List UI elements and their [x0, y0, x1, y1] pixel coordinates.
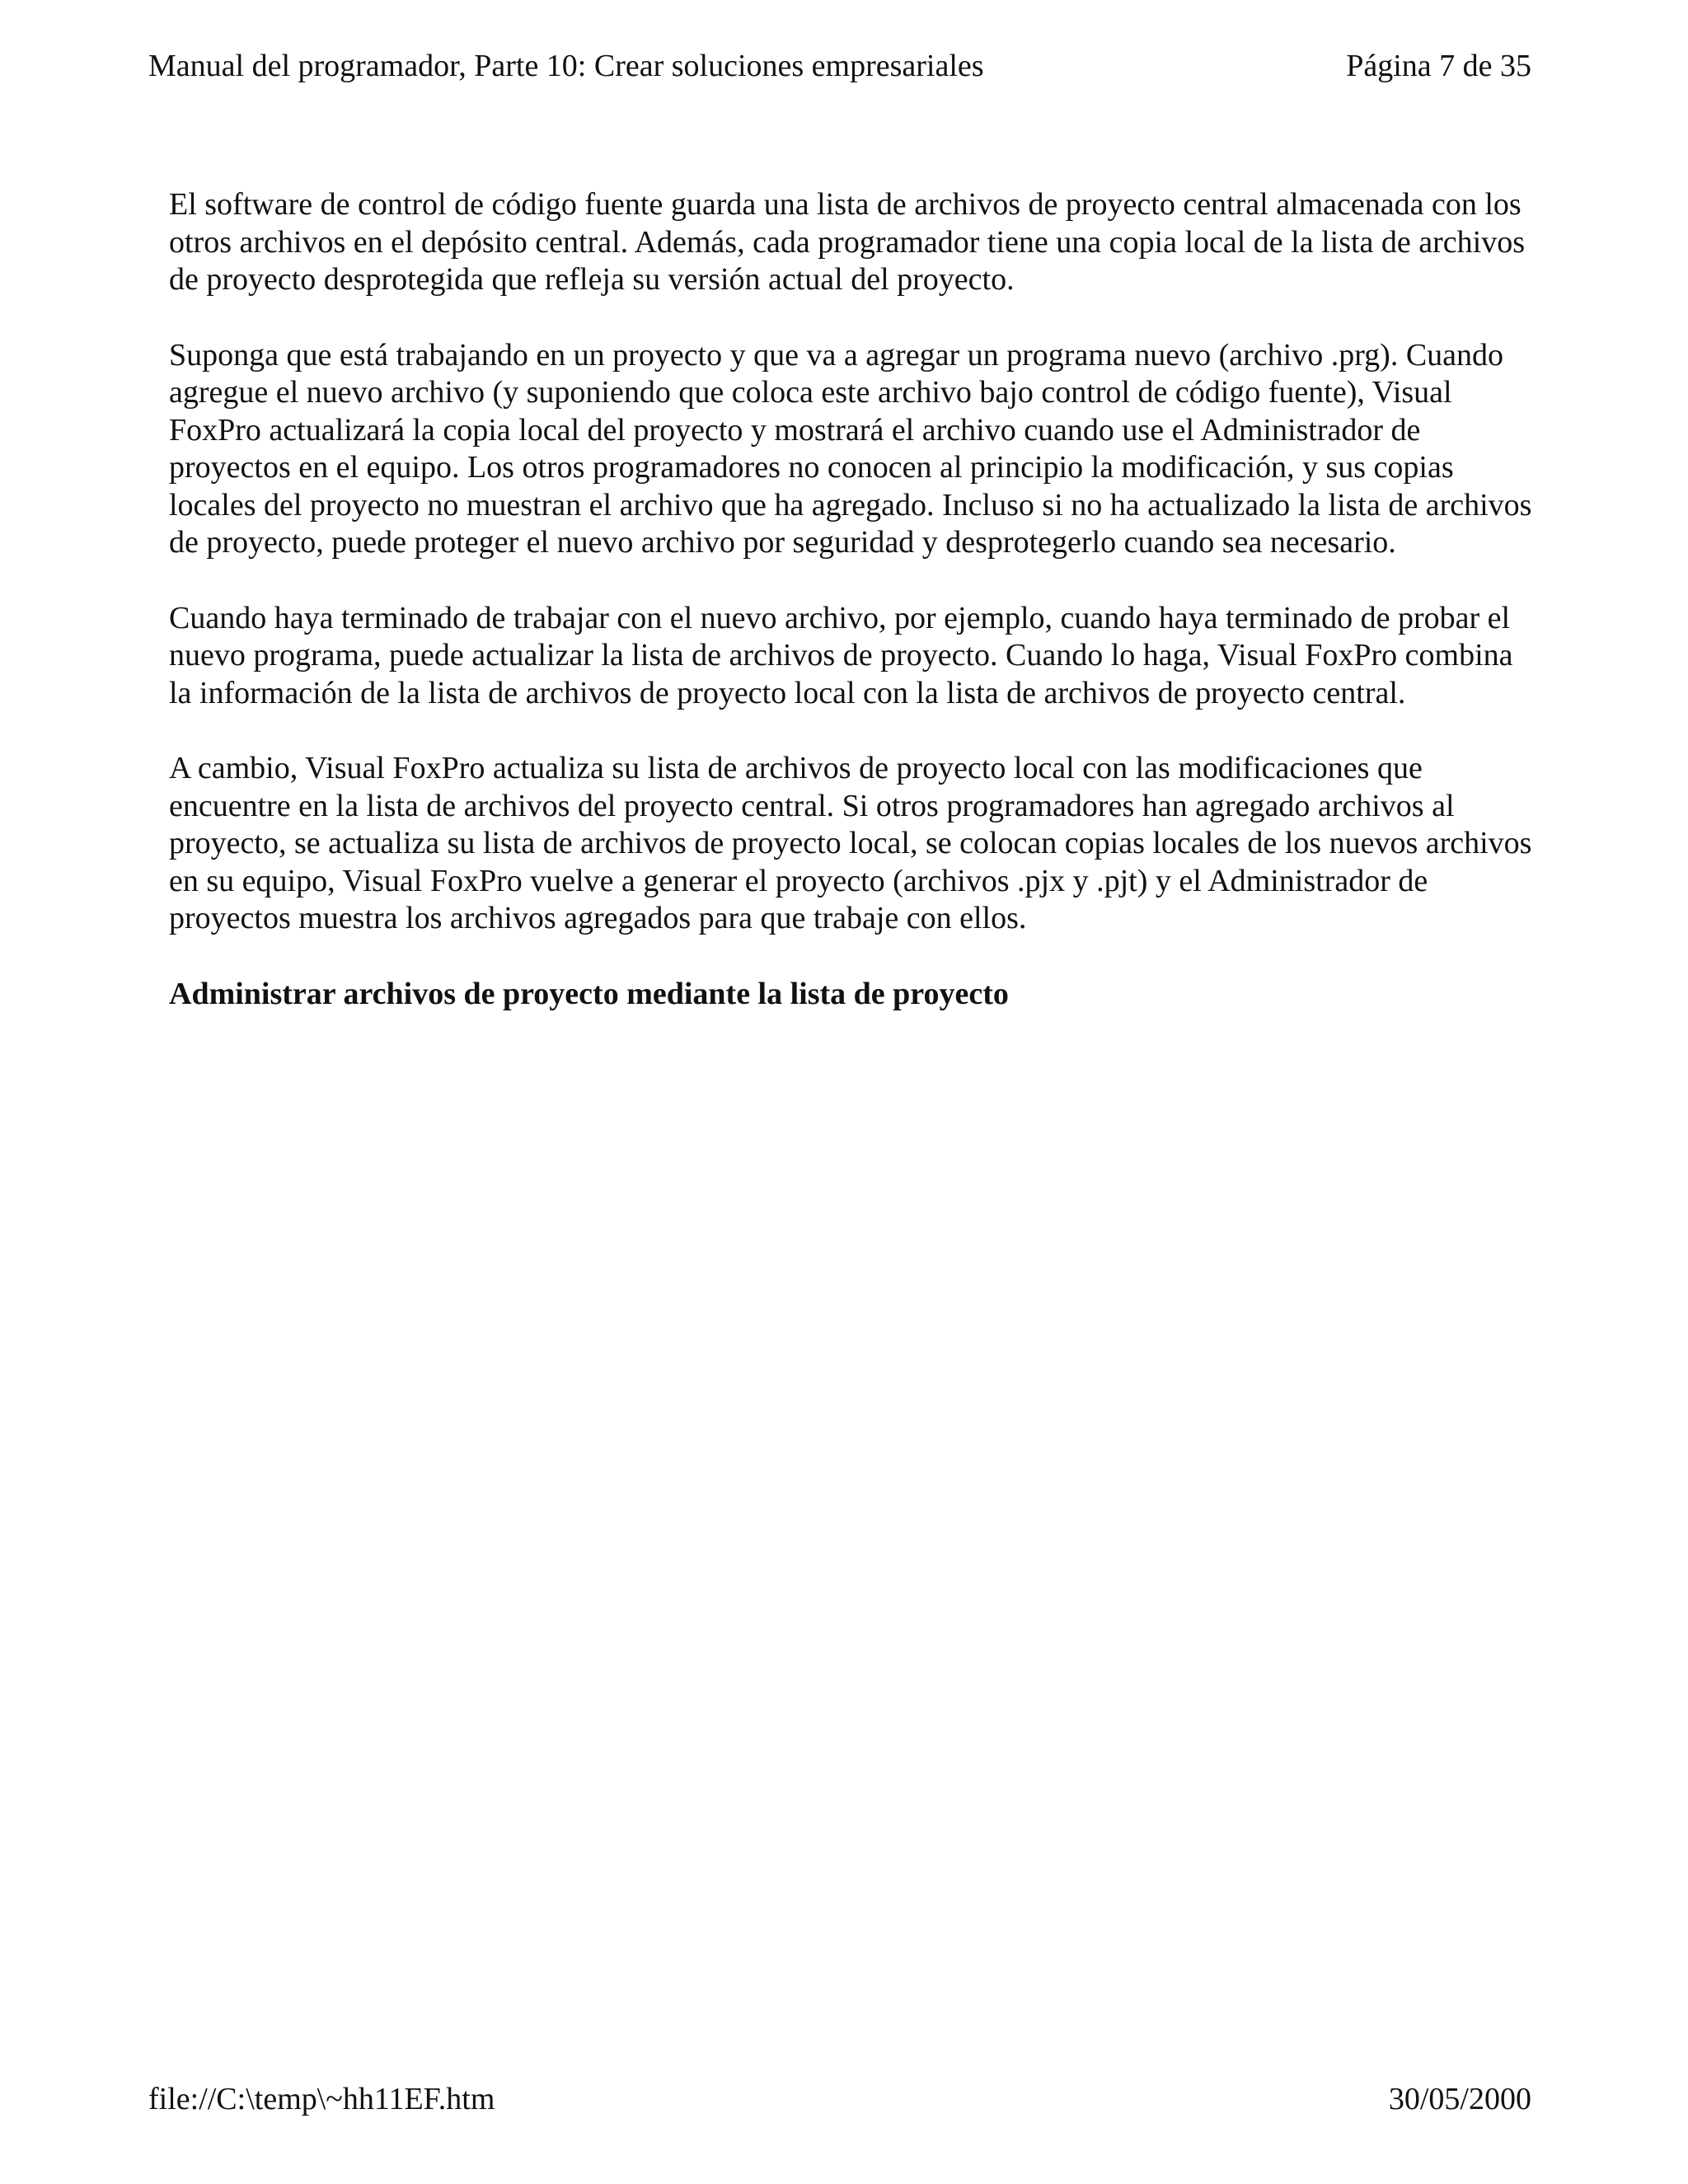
paragraph: Cuando haya terminado de trabajar con el nuevo archivo, por ejemplo, cuando haya terminado de probar el nuevo programa, puede actualizar la lista de archivos de proyecto. Cuando lo haga, Visual FoxPro combina la información de la lista de archivos de proyecto local con la lista de archivos de proyecto central. — [169, 600, 1513, 710]
paragraph: El software de control de código fuente guarda una lista de archivos de proyecto central almacenada con los otros archivos en el depósito central. Además, cada programador tiene una copia local de la lista de archivos de proyecto desprotegida que refleja su versión actual del proyecto. — [169, 187, 1526, 297]
document-body — [169, 186, 1537, 1013]
section-heading: Administrar archivos de proyecto mediante la lista de proyecto — [169, 976, 1009, 1011]
page-number: Página 7 de 35 — [1346, 49, 1531, 83]
page-footer — [148, 2081, 1531, 2122]
paragraph: Suponga que está trabajando en un proyecto y que va a agregar un programa nuevo (archivo .prg). Cuando agregue el nuevo archivo (y suponiendo que coloca este archivo bajo control de código fuente), Visual FoxPro actualizará la copia local del proyecto y mostrará el archivo cuando use el Administrador de proyectos en el equipo. Los otros programadores no conocen al principio la modificación, y sus copias locales del proyecto no muestran el archivo que ha agregado. Incluso si no ha actualizado la lista de archivos de proyecto, puede proteger el nuevo archivo por seguridad y desprotegerlo cuando sea necesario. — [169, 337, 1532, 560]
print-date: 30/05/2000 — [1388, 2082, 1531, 2116]
file-path: file://C:\temp\~hh11EF.htm — [148, 2082, 495, 2116]
page-header — [148, 48, 1531, 89]
document-title: Manual del programador, Parte 10: Crear soluciones empresariales — [148, 49, 984, 83]
paragraph: A cambio, Visual FoxPro actualiza su lista de archivos de proyecto local con las modificaciones que encuentre en la lista de archivos del proyecto central. Si otros programadores han agregado archivos al proyecto, se actualiza su lista de archivos de proyecto local, se colocan copias locales de los nuevos archivos en su equipo, Visual FoxPro vuelve a generar el proyecto (archivos .pjx y .pjt) y el Administrador de proyectos muestra los archivos agregados para que trabaje con ellos. — [169, 751, 1532, 935]
